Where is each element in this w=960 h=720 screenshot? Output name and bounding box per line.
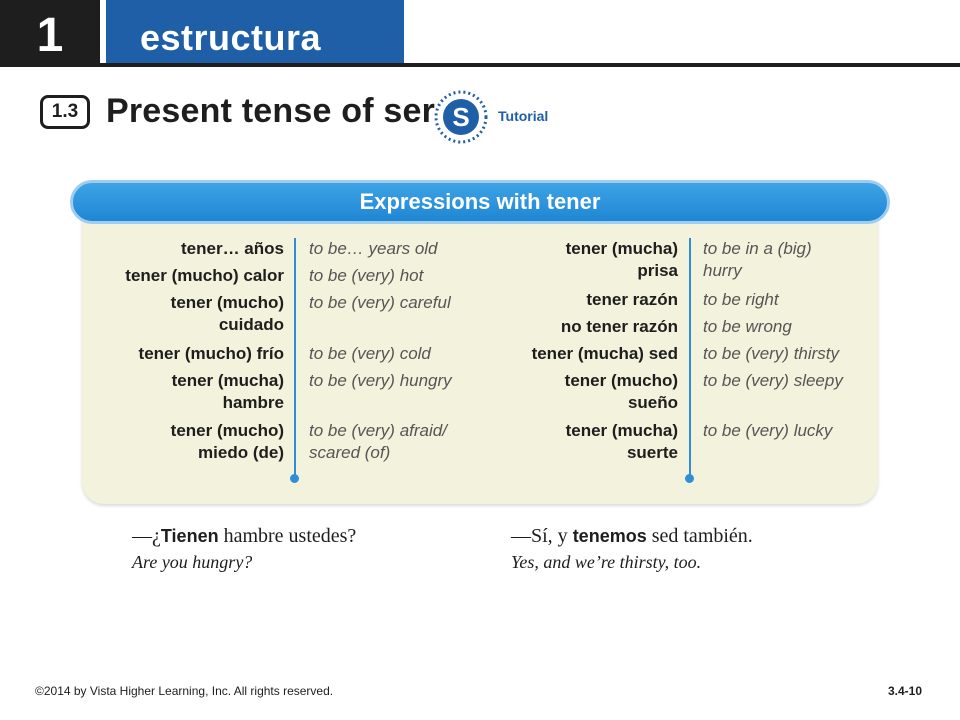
table-title: Expressions with tener: [70, 180, 890, 224]
column-divider-right: [689, 238, 691, 476]
expression-term: tener razón: [586, 290, 678, 309]
expression-term: no tener razón: [560, 317, 678, 336]
expression-definition: to be (very) lucky: [703, 421, 833, 440]
expression-definition: to be right: [703, 290, 779, 309]
expression-definition: to be (very) sleepy: [703, 371, 843, 390]
section-badge: 1.3: [40, 95, 90, 129]
expression-definition: to be (very) hungry: [309, 371, 452, 390]
expression-definition: to be (very) hot: [309, 266, 424, 285]
example-answer-translation: Yes, and we’re thirsty, too.: [511, 552, 702, 572]
example-answer-prefix: —Sí, y: [511, 525, 573, 547]
example-answer-rest: sed también.: [646, 525, 753, 547]
chapter-header: [0, 0, 960, 68]
expression-definition: to be (very) afraid/ scared (of): [309, 421, 447, 462]
expression-term: tener (mucha) suerte: [565, 421, 678, 462]
expression-definition: to be (very) careful: [309, 293, 451, 312]
chapter-section-title: estructura: [106, 0, 404, 64]
expression-term: tener… años: [181, 239, 284, 258]
expression-term: tener (mucho) frío: [138, 344, 284, 363]
example-question: [132, 525, 356, 548]
tutorial-label[interactable]: Tutorial: [498, 108, 549, 124]
expression-definition: to be (very) cold: [309, 344, 431, 363]
example-question-rest: hambre ustedes?: [218, 525, 357, 547]
example-question-translation: Are you hungry?: [132, 552, 253, 572]
tutorial-icon[interactable]: [433, 89, 489, 145]
column-divider-left: [294, 238, 296, 476]
expression-term: tener (mucha) prisa: [565, 239, 678, 280]
expression-definition: to be wrong: [703, 317, 792, 336]
example-answer: [511, 525, 753, 548]
expression-definition: to be (very) thirsty: [703, 344, 840, 363]
copyright-notice: ©2014 by Vista Higher Learning, Inc. All rights reserved.: [35, 684, 334, 698]
example-question-verb: Tienen: [160, 526, 219, 546]
chapter-number: 1: [0, 0, 100, 64]
page-title: Present tense of ser: [106, 92, 436, 130]
column-divider-right-dot: [685, 474, 694, 483]
expression-term: tener (mucha) hambre: [171, 371, 284, 412]
column-divider-left-dot: [290, 474, 299, 483]
header-rule: [0, 63, 960, 67]
example-question-prefix: —¿: [132, 525, 161, 547]
expression-definition: to be… years old: [309, 239, 438, 258]
expression-definition: to be in a (big) hurry: [703, 239, 812, 280]
expression-term: tener (mucho) miedo (de): [170, 421, 284, 462]
example-answer-verb: tenemos: [572, 526, 647, 546]
expression-term: tener (mucho) calor: [125, 266, 284, 285]
tutorial-icon-letter: S: [452, 102, 470, 132]
expression-term: tener (mucha) sed: [531, 344, 678, 363]
slide-number: 3.4-10: [887, 684, 922, 698]
expression-term: tener (mucho) sueño: [564, 371, 678, 412]
expression-term: tener (mucho) cuidado: [170, 293, 284, 334]
